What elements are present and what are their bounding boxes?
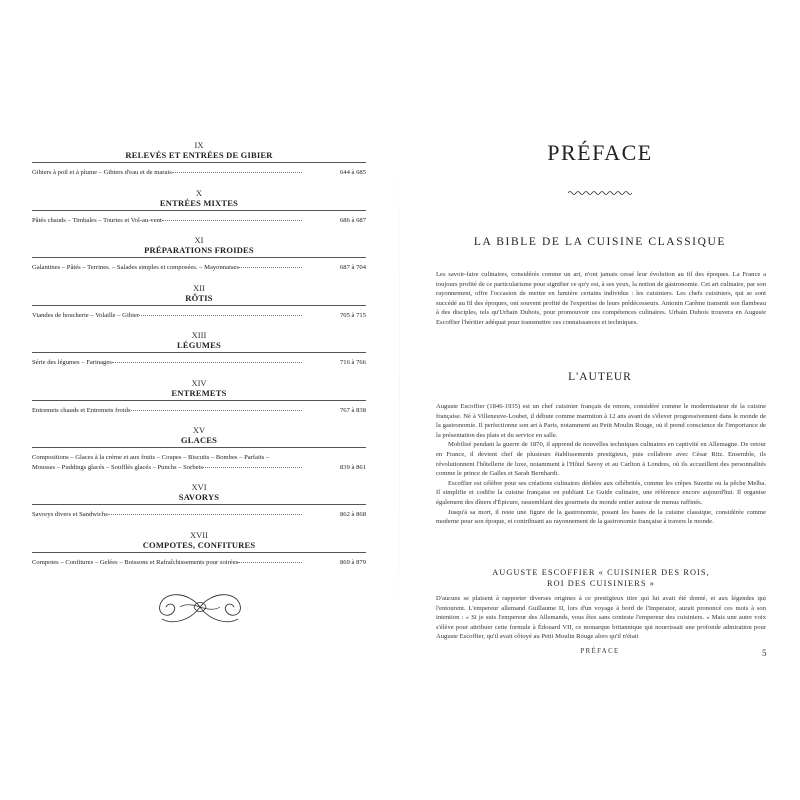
toc-leader-dots — [238, 562, 302, 563]
toc-entry-line — [32, 406, 304, 416]
toc-rule — [32, 210, 366, 211]
toc-section — [32, 188, 366, 226]
right-page — [400, 0, 800, 800]
toc-page-range: 716 à 766 — [339, 359, 366, 366]
escoffier-paragraph: D'aucuns se plaisent à rapporter diverses origines à ce prestigieux titre qui lui avait été donné, et aux légendes qui l'entourent. L'empereur allemand Guillaume II, lors d'un voyage à bord de l'Imperator, aurait prononcé ces mots à son intention : « Si je suis l'empereur des Allemands, vous êtes sans conteste l'empereur des cuisiniers. » Mais une autre voix s'élève pour attribuer cette formule à Édouard VII, ce monarque britannique qui nourrissait une profonde admiration pour Auguste Escoffier, qu'il avait côtoyé au Petit Moulin Rouge alors qu'il n'était — [436, 595, 766, 641]
running-head: PRÉFACE — [580, 648, 620, 655]
section-heading-escoffier — [436, 568, 766, 589]
toc-section — [32, 330, 366, 368]
section-heading-author: L'AUTEUR — [568, 371, 632, 383]
wave-divider — [568, 189, 632, 197]
toc-entry-line — [32, 510, 304, 520]
toc-entry-text: Gibiers à poil et à plume – Gibiers d'eau et de marais — [32, 169, 172, 176]
intro-paragraph: Les savoir-faire culinaires, considérés comme un art, n'ont jamais cessé leur évolution au fil des époques. La France a toujours profité de ce particularisme pour signifier ce qu'y est, à ses yeux, la notion de gastronomie. Cet art culinaire, par son rayonnement, offre l'occasion de mettre en lumière certains individus : les cuisiniers. Les chefs cuisiniers, qui se sont succédé au fil des époques, ont souvent profité de l'expertise de leurs prédécesseurs. Antonin Carême transmit son flambeau à des disciples, tels qu'Urbain Dubois, pour promouvoir ces compétences culinaires. Urbain Dubois trouvera en Auguste Escoffier l'héritier adéquat pour transmettre ces connaissances et techniques. — [436, 271, 766, 326]
author-paragraph: Mobilisé pendant la guerre de 1870, il apprend de nouvelles techniques culinaires en captivité en Allemagne. De retour en France, il devient chef de plusieurs établissements prestigieux, puis collabore avec César Ritz. Ensemble, ils révolutionnent l'hôtellerie de luxe, notamment à l'Hôtel Savoy et au Carlton à Londres, où ils accueillent des personnalités comme le prince de Galles et Sarah Bernhardt. — [436, 441, 766, 478]
toc-entry — [32, 263, 366, 273]
toc-section — [32, 140, 366, 178]
toc-entry-text: Mousses – Puddings glacés – Soufflés glacés – Punchs – Sorbets — [32, 463, 203, 471]
toc-entry — [32, 311, 366, 321]
toc-entry-text: Pâtés chauds – Timbales – Tourtes et Vol-au-vent — [32, 216, 162, 224]
heading-line: AUGUSTE ESCOFFIER « CUISINIER DES ROIS, — [492, 568, 710, 577]
author-section — [436, 402, 766, 527]
toc-leader-dots — [139, 315, 302, 316]
toc-rule — [32, 504, 366, 505]
toc-entry — [32, 406, 366, 416]
toc-leader-dots — [239, 267, 302, 268]
toc-entry-description — [32, 558, 340, 568]
toc-entry-line — [32, 216, 304, 226]
toc-chapter-title: LÉGUMES — [177, 340, 221, 350]
toc-entry — [32, 453, 366, 472]
toc-chapter-number: XV — [192, 425, 206, 435]
toc-entry-line — [32, 453, 304, 463]
toc-section — [32, 283, 366, 321]
toc-leader-dots — [172, 172, 302, 173]
toc-page-range: 644 à 685 — [339, 169, 366, 176]
toc-section — [32, 235, 366, 273]
toc-chapter-number: XII — [193, 282, 205, 293]
toc-leader-dots — [112, 362, 302, 363]
toc-entry-text: Galantines – Pâtés – Terrines. – Salades simples et composées. – Mayonnaises — [32, 264, 239, 271]
toc-entry-description — [32, 358, 340, 368]
toc-chapter-title: ENTRÉES MIXTES — [159, 197, 239, 208]
toc-chapter-number: XVI — [191, 482, 207, 492]
toc-entry — [32, 510, 366, 520]
toc-entry — [32, 168, 366, 178]
toc-chapter-title: ENTREMETS — [171, 387, 227, 398]
toc-entry — [32, 358, 366, 368]
toc-leader-dots — [131, 410, 302, 411]
toc-entry-text: Savorys divers et Sandwichs — [32, 511, 108, 518]
toc-entry-line — [32, 558, 304, 568]
toc-rule — [32, 162, 366, 163]
toc-entry-text: Compotes – Confitures – Gelées – Boissons et Rafraîchissements pour soirées — [32, 558, 239, 566]
toc-entry-description — [32, 453, 340, 472]
toc-chapter-title: COMPOTES, CONFITURES — [142, 539, 256, 550]
toc-rule — [32, 400, 366, 401]
toc-entry-description — [32, 311, 340, 321]
toc-entry-text: Compositions – Glaces à la crème et aux fruits – Coupes – Biscuits – Bombes – Parfaits – — [32, 454, 270, 461]
toc-entry-text: Entremets chauds et Entremets froids — [32, 406, 131, 414]
toc-entry-line — [32, 463, 304, 473]
toc-rule — [32, 305, 366, 306]
author-paragraph: Auguste Escoffier (1846-1935) est un chef cuisinier français de renom, considéré comme le modernisateur de la cuisine française. Né à Villeneuve-Loubet, il débute comme marmiton à 12 ans avant de s'élever progressivement dans le monde de la gastronomie. Il perfectionne son art à Paris, notamment au Petit Moulin Rouge, où il prend conscience de l'importance de la présentation des plats et du service en salle. — [436, 403, 766, 439]
page-number: 5 — [762, 648, 767, 658]
toc-chapter-number: XVII — [190, 529, 208, 540]
toc-chapter-number: IX — [194, 140, 204, 150]
toc-page-range: 862 à 868 — [339, 511, 366, 518]
toc-chapter-number: XIII — [191, 330, 207, 340]
toc-rule — [32, 352, 366, 353]
section-heading-bible: LA BIBLE DE LA CUISINE CLASSIQUE — [473, 236, 727, 248]
author-paragraph: Jusqu'à sa mort, il reste une figure de la gastronomie, posant les bases de la cuisine classique, considérée comme moderne pour son époque, et contribuant au rayonnement de la gastronomie française à travers le monde. — [436, 508, 766, 526]
toc-chapter-title: PRÉPARATIONS FROIDES — [144, 245, 254, 255]
toc-chapter-title: SAVORYS — [178, 492, 220, 502]
toc-entry — [32, 216, 366, 226]
author-paragraph: Escoffier est célèbre pour ses créations culinaires dédiées aux célébrités, comme les crêpes Suzette ou la pêche Melba. Il simplifie et codifie la cuisine française en publiant Le Guide culinaire, une référence encore aujourd'hui. Il organise également des dîners d'Épicure, rassemblant des gourmets du monde entier autour de menus raffinés. — [436, 479, 766, 506]
toc-section — [32, 530, 366, 568]
toc-entry-description — [32, 168, 340, 178]
toc-entry-text: Série des légumes – Farinages — [32, 359, 112, 366]
toc-section — [32, 482, 366, 520]
toc-chapter-title: RELEVÉS ET ENTRÉES DE GIBIER — [125, 150, 273, 160]
toc-rule — [32, 257, 366, 258]
toc-page-range: 869 à 879 — [339, 558, 366, 566]
page-title: PRÉFACE — [547, 140, 653, 165]
toc-chapter-title: RÔTIS — [185, 292, 213, 303]
heading-line: ROI DES CUISINIERS » — [547, 578, 655, 588]
toc-chapter-number: XIV — [191, 377, 207, 388]
toc-chapter-number: XI — [194, 235, 204, 245]
toc-page-range: 767 à 838 — [339, 406, 366, 414]
toc-page-range: 687 à 704 — [339, 264, 366, 271]
toc-chapter-number: X — [195, 187, 203, 198]
toc-leader-dots — [203, 467, 302, 468]
toc-chapter-title: GLACES — [180, 435, 218, 445]
toc-page-range: 839 à 861 — [339, 463, 366, 471]
toc-entry-line — [32, 311, 304, 321]
toc-entry — [32, 558, 366, 568]
toc-entry-text: Viandes de boucherie – Volaille – Gibier — [32, 311, 140, 319]
toc-rule — [32, 447, 366, 448]
toc-entry-description — [32, 406, 340, 416]
toc-entry-line — [32, 358, 304, 368]
toc-entry-line — [32, 168, 304, 178]
toc-entry-line — [32, 263, 304, 273]
toc-leader-dots — [108, 514, 302, 515]
toc-page-range: 705 à 715 — [339, 311, 366, 319]
table-of-contents — [32, 140, 366, 577]
toc-entry-description — [32, 263, 340, 273]
toc-leader-dots — [162, 220, 302, 221]
toc-section — [32, 425, 366, 472]
toc-rule — [32, 552, 366, 553]
toc-page-range: 686 à 687 — [339, 216, 366, 224]
toc-section — [32, 378, 366, 416]
toc-entry-description — [32, 216, 340, 226]
toc-entry-description — [32, 510, 340, 520]
flourish-ornament — [150, 585, 250, 629]
